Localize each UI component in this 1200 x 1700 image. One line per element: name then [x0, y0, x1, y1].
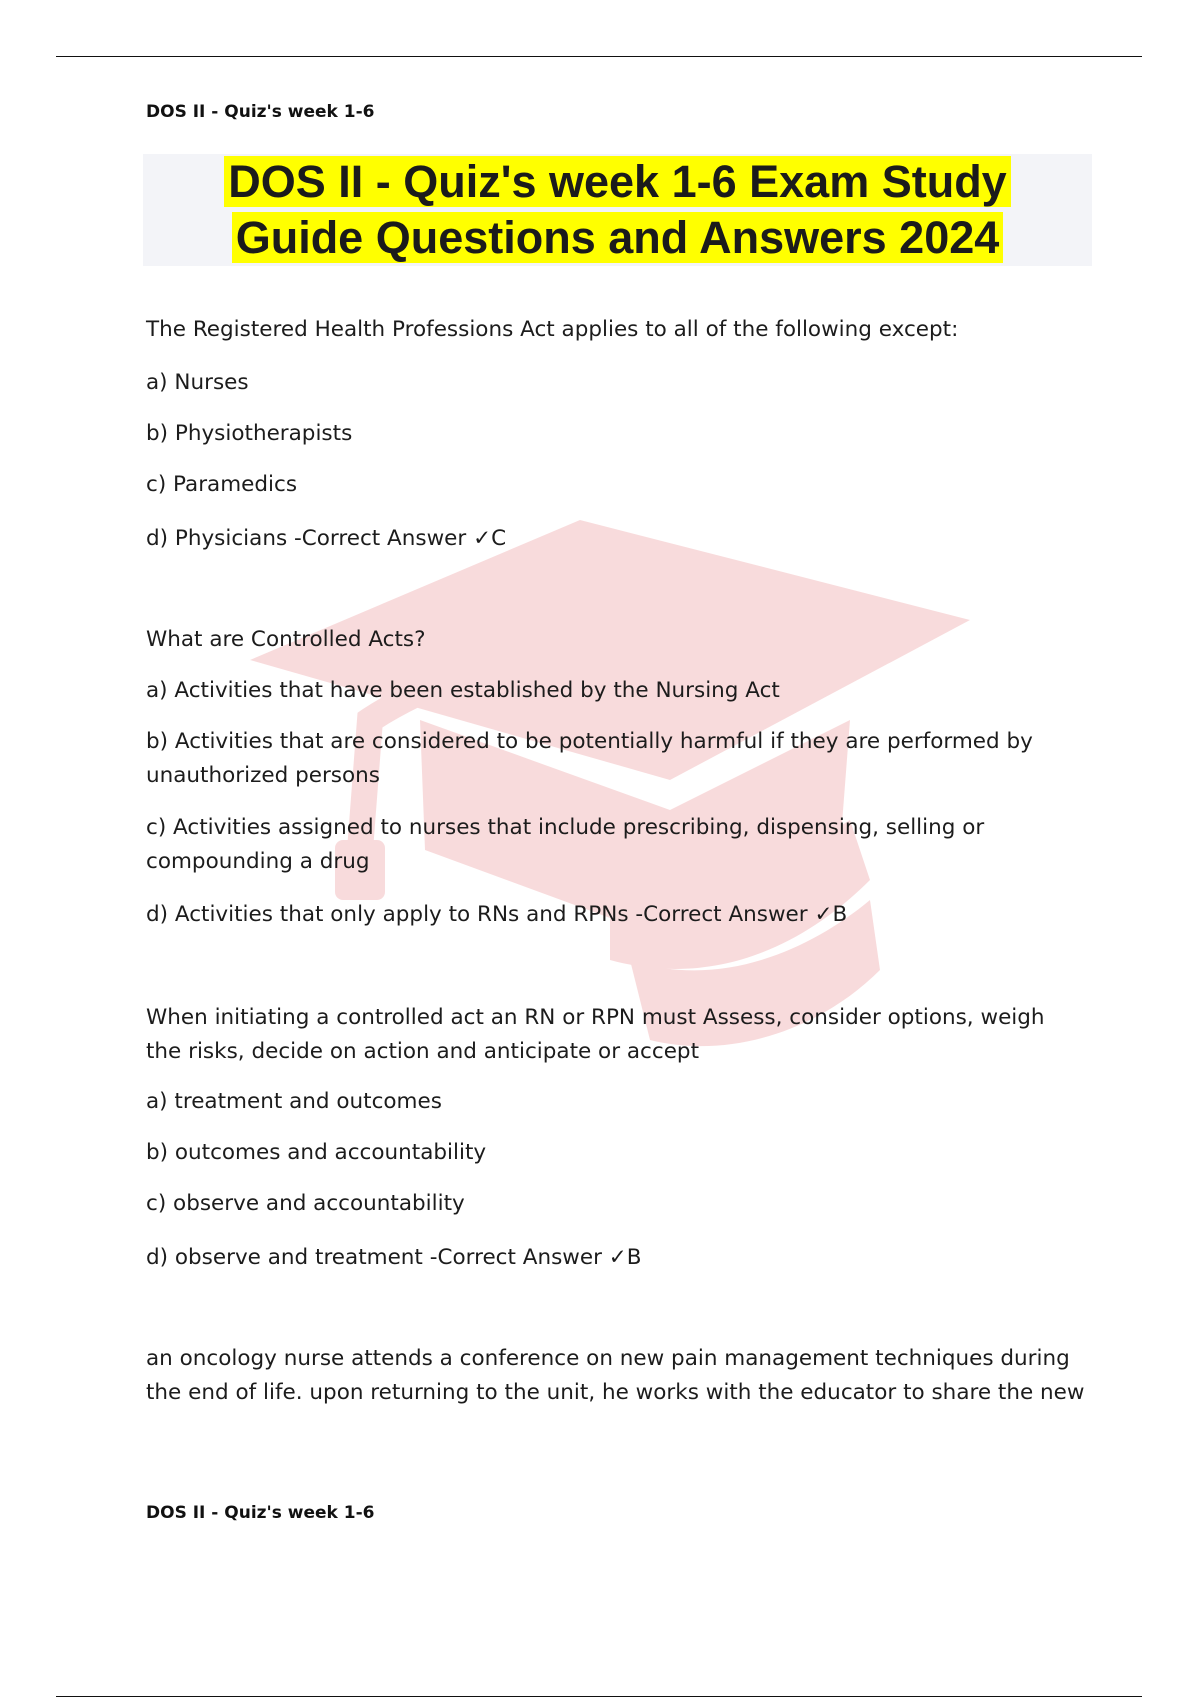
question-2-option-a: a) Activities that have been established by the Nursing Act: [146, 678, 780, 703]
question-4-prompt: an oncology nurse attends a conference on new pain management techniques during the end of life. upon returning to the unit, he works with the educator to share the new: [146, 1346, 1085, 1405]
question-3-prompt: When initiating a controlled act an RN or RPN must Assess, consider options, weigh the risks, decide on action and anticipate or accept: [146, 1005, 1045, 1064]
document-title: [224, 154, 1010, 266]
question-3-option-d: d) observe and treatment -Correct Answer ✓B: [146, 1245, 642, 1270]
top-rule: [56, 56, 1142, 57]
question-1-option-a: a) Nurses: [146, 370, 249, 395]
question-3-option-a: a) treatment and outcomes: [146, 1089, 442, 1114]
question-3-option-b: b) outcomes and accountability: [146, 1140, 487, 1165]
question-2-option-c: c) Activities assigned to nurses that include prescribing, dispensing, selling or compounding a drug: [146, 815, 985, 874]
question-1-prompt: The Registered Health Professions Act applies to all of the following except:: [146, 317, 959, 342]
title-line-1: DOS II - Quiz's week 1-6 Exam Study: [224, 156, 1010, 207]
question-2-prompt: What are Controlled Acts?: [146, 627, 426, 652]
question-1-option-c: c) Paramedics: [146, 472, 298, 497]
page-footer: DOS II - Quiz's week 1-6: [146, 1503, 375, 1523]
graduation-cap-icon: [250, 520, 970, 1080]
question-2-option-d: d) Activities that only apply to RNs and RPNs -Correct Answer ✓B: [146, 902, 848, 927]
page-header: DOS II - Quiz's week 1-6: [146, 102, 375, 122]
question-1-option-b: b) Physiotherapists: [146, 421, 353, 446]
question-3-option-c: c) observe and accountability: [146, 1191, 465, 1216]
title-line-2: Guide Questions and Answers 2024: [232, 212, 1004, 263]
question-2-option-b: b) Activities that are considered to be potentially harmful if they are performed by unauthorized persons: [146, 729, 1033, 788]
title-banner: [143, 154, 1092, 266]
question-1-option-d: d) Physicians -Correct Answer ✓C: [146, 526, 507, 551]
bottom-rule: [56, 1696, 1142, 1697]
